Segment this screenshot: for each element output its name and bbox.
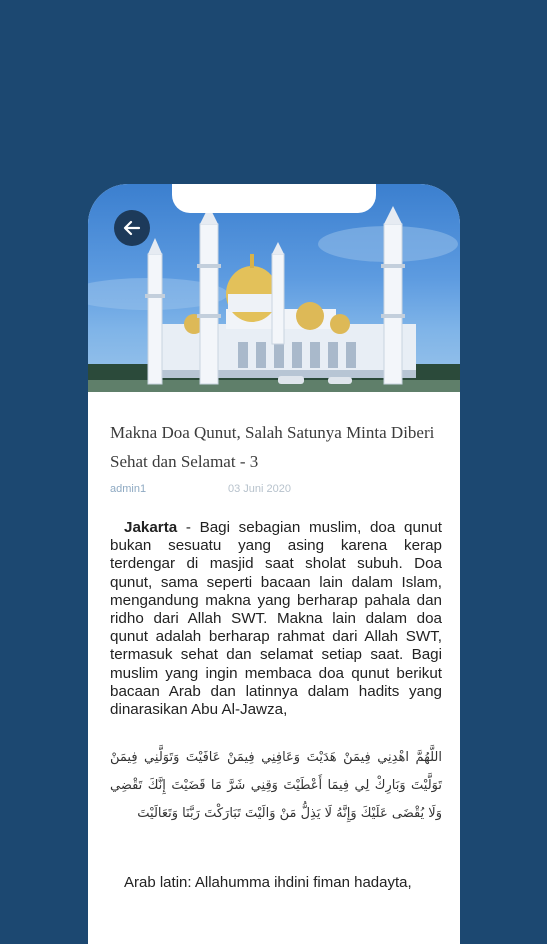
article-date: 03 Juni 2020: [228, 483, 291, 495]
article-body-text: - Bagi sebagian muslim, doa qunut bukan sesuatu yang asing karena kerap terdengar di masjid saat sholat subuh. Doa qunut, sama seperti bacaan lain dalam Islam, mengandung makna yang berharap pahala dan ridho dari Allah SWT. Makna lain dalam doa qunut adalah berharap rahmat dari Allah SWT, termasuk sehat dan selamat setiap saat. Bagi muslim yang ingin membaca doa qunut berikut bacaan Arab dan latinnya dalam hadits yang dinarasikan Abu Al-Jawza,: [110, 519, 442, 719]
article-body: [110, 519, 442, 719]
back-button[interactable]: [114, 210, 150, 246]
arrow-left-icon: [123, 219, 141, 237]
latin-doa-text: Arab latin: Allahumma ihdini fiman hadayta,: [124, 874, 412, 891]
article-author[interactable]: admin1: [110, 483, 147, 495]
arabic-doa-text: اللَّهُمَّ اهْدِنِي فِيمَنْ هَدَيْتَ وَعَافِنِي فِيمَنْ عَافَيْتَ وَتَوَلَّنِي فِيمَنْ تَوَلَّيْتَ وَبَارِكْ لِي فِيمَا أَعْطَيْتَ وَقِنِي شَرَّ مَا قَضَيْتَ إِنَّكَ تَقْضِي وَلَا يُقْضَى عَلَيْكَ وَإِنَّهُ لَا يَذِلُّ مَنْ وَالَيْتَ تَبَارَكْتَ رَبَّنَا وَتَعَالَيْتَ: [110, 750, 442, 821]
phone-notch: [172, 184, 376, 213]
phone-screen: [88, 184, 460, 944]
article-lead: Jakarta: [124, 519, 178, 536]
article-title: Makna Doa Qunut, Salah Satunya Minta Diberi Sehat dan Selamat - 3: [110, 423, 435, 471]
